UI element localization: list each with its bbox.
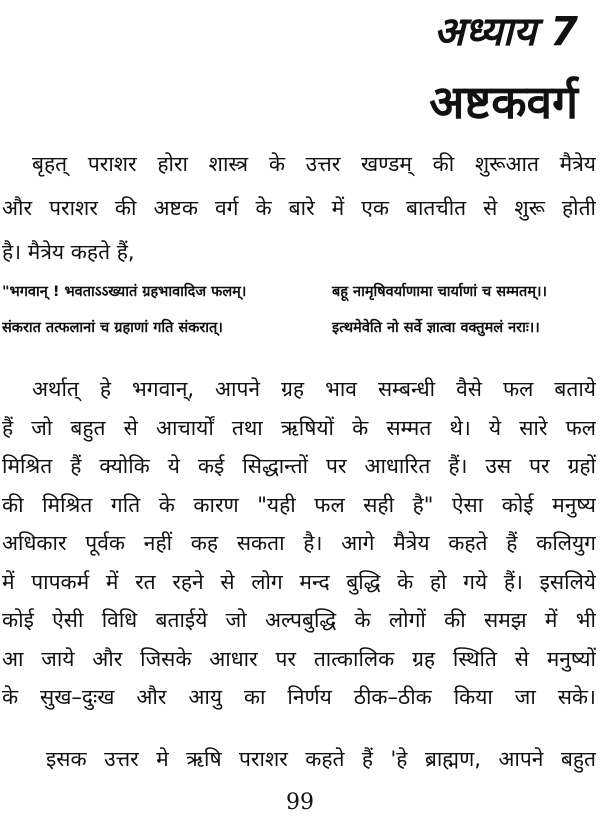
reply-paragraph [2,740,596,778]
meaning-paragraph [2,370,596,717]
page-number: 99 [286,790,314,815]
text-line: अर्थात् हे भगवान्, आपने ग्रह भाव सम्बन्धी वैसे फल बताये [32,377,596,401]
text-line: के सुख–दुःख और आयु का निर्णय ठीक–ठीक किया जा सके। [2,685,596,709]
text-line: है। मैत्रेय कहते हैं, [2,240,135,264]
text-line: बृहत् पराशर होरा शास्त्र के उत्तर खण्डम् की शुरूआत मैत्रेय [32,152,596,176]
text-line: में पापकर्म में रत रहने से लोग मन्द बुद्धि के हो गये हैं। इसलिये [2,569,596,594]
text-line: कोई ऐसी विधि बताईये जो अल्पबुद्धि के लोगों की समझ में भी [2,608,596,632]
chapter-title: अष्टकवर्ग [429,75,578,129]
verse-half: संकरात तत्फलानां च ग्रहाणां गति संकरात्। [2,320,223,336]
text-line: की मिश्रित गति के कारण "यही फल सही है" ऐसा कोई मनुष्य [2,492,596,517]
text-line: इसक उत्तर मे ऋषि पराशर कहते हैं 'हे ब्राह्मण, आपने बहुत [46,747,596,771]
verse-half: इत्थमेवेति नो सर्वे ज्ञात्वा वक्तुमलं नराः।। [332,320,540,336]
sanskrit-verse [2,274,596,346]
text-line: हैं जो बहुत से आचार्यों तथा ऋषियों के सम्मत थे। ये सारे फल [2,415,596,440]
text-line: आ जाये और जिसके आधार पर तात्कालिक ग्रह स्थिति से मनुष्यों [2,646,596,671]
intro-paragraph [2,142,596,274]
text-line: और पराशर की अष्टक वर्ग के बारे में एक बातचीत से शुरू होती [2,196,596,220]
verse-line [2,274,596,310]
verse-half: बहू नामृषिवर्याणामा चार्याणां च सम्मतम्।। [332,284,547,300]
verse-line [2,310,596,346]
chapter-heading: अध्याय 7 [433,9,578,55]
verse-half: "भगवान् ! भवताऽऽख्यातं ग्रहभावादिज फलम्। [2,284,247,300]
text-line: मिश्रित हैं क्योकि ये कई सिद्धान्तों पर आधारित हैं। उस पर ग्रहों [2,454,596,478]
text-line: अधिकार पूर्वक नहीं कह सकता है। आगे मैत्रेय कहते हैं कलियुग [2,531,596,555]
